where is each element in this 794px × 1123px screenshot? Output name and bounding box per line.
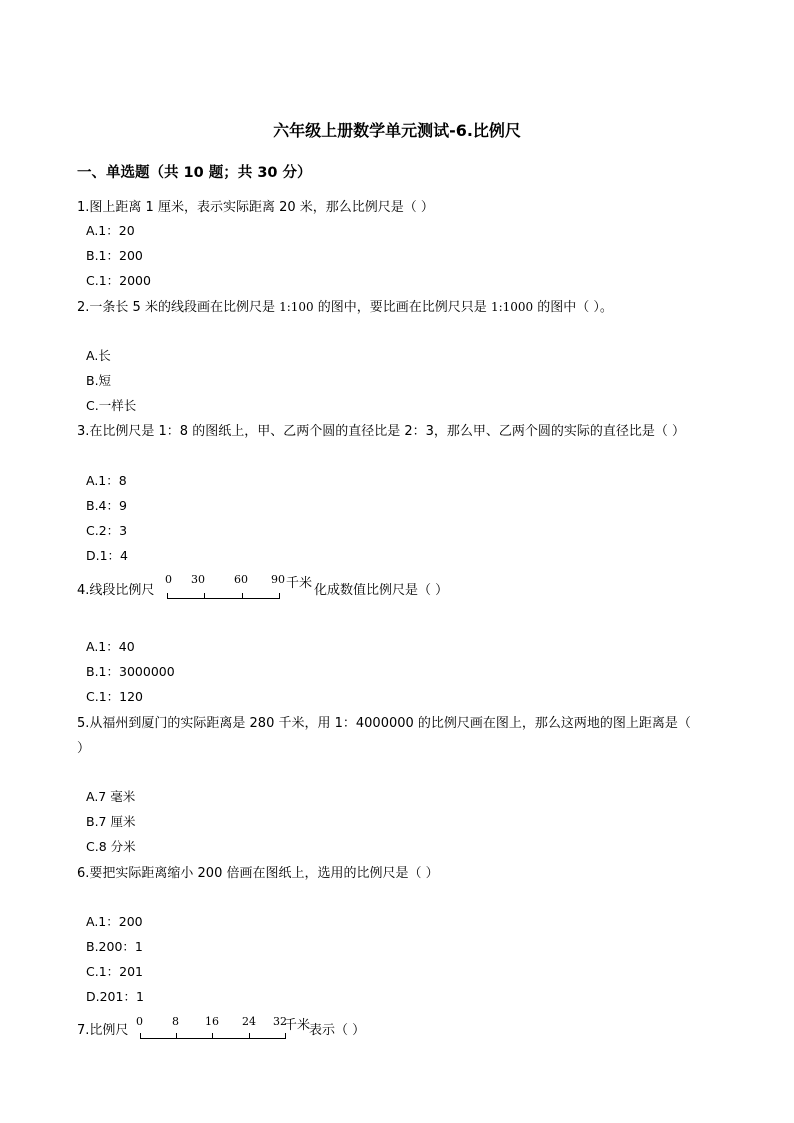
- q7-scale-label-8: 8: [172, 1015, 179, 1028]
- q6-option-c[interactable]: C.1：201: [86, 964, 144, 979]
- q2-option-b[interactable]: B.短: [86, 373, 112, 388]
- q5-option-c[interactable]: C.8 分米: [86, 839, 136, 854]
- q4-scale-tick: [204, 593, 205, 598]
- q4-option-b[interactable]: B.1：3000000: [86, 664, 175, 679]
- q1-option-c[interactable]: C.1：2000: [86, 273, 151, 288]
- question-1: 1.图上距离 1 厘米，表示实际距离 20 米，那么比例尺是（ ）: [77, 200, 434, 215]
- q7-scale-label-32: 32: [273, 1015, 287, 1028]
- question-7-prefix: 7.比例尺: [77, 1023, 129, 1038]
- q4-option-c[interactable]: C.1：120: [86, 689, 144, 704]
- q7-scale-tick: [176, 1033, 177, 1038]
- q2-text-post: 的图中（ ）。: [533, 300, 613, 315]
- q4-scale-tick: [279, 593, 280, 598]
- q4-scale-label-0: 0: [165, 573, 172, 586]
- q2-ratio-2: 1:1000: [490, 300, 534, 314]
- q2-text-pre: 2.一条长 5 米的线段画在比例尺是: [77, 300, 280, 315]
- question-2: [77, 296, 613, 315]
- question-5-line2: ）: [77, 741, 91, 756]
- q4-scale-label-90: 90: [271, 573, 285, 586]
- q4-scale-label-30: 30: [191, 573, 205, 586]
- question-5-line1: 5.从福州到厦门的实际距离是 280 千米，用 1：4000000 的比例尺画在图上，那么这两地的图上距离是（: [77, 716, 691, 731]
- q7-scale-tick: [249, 1033, 250, 1038]
- q7-scale-tick: [212, 1033, 213, 1038]
- q7-scale-bar: [140, 1038, 286, 1039]
- q3-option-d[interactable]: D.1：4: [86, 548, 129, 563]
- q4-scale-unit: 千米: [286, 576, 313, 591]
- section-heading: 一、单选题（共 10 题；共 30 分）: [77, 165, 312, 181]
- q4-scale-label-60: 60: [234, 573, 248, 586]
- q3-option-b[interactable]: B.4：9: [86, 498, 127, 513]
- q3-option-c[interactable]: C.2：3: [86, 523, 128, 538]
- q1-option-a[interactable]: A.1：20: [86, 223, 135, 238]
- q4-line-scale: [162, 573, 292, 603]
- q4-option-a[interactable]: A.1：40: [86, 639, 135, 654]
- q7-scale-label-16: 16: [205, 1015, 219, 1028]
- q7-scale-tick: [285, 1033, 286, 1038]
- q7-scale-tick: [140, 1033, 141, 1038]
- q7-scale-unit: 千米: [284, 1018, 311, 1033]
- q7-scale-label-0: 0: [136, 1015, 143, 1028]
- q5-option-b[interactable]: B.7 厘米: [86, 814, 136, 829]
- question-4-suffix: 化成数值比例尺是（ ）: [314, 583, 449, 598]
- q6-option-d[interactable]: D.201：1: [86, 989, 144, 1004]
- q6-option-a[interactable]: A.1：200: [86, 914, 143, 929]
- q2-option-c[interactable]: C.一样长: [86, 398, 137, 413]
- q5-option-a[interactable]: A.7 毫米: [86, 789, 136, 804]
- question-7-suffix: 表示（ ）: [309, 1023, 366, 1038]
- question-4-prefix: 4.线段比例尺: [77, 583, 155, 598]
- q2-ratio-1: 1:100: [279, 300, 314, 314]
- q3-option-a[interactable]: A.1：8: [86, 473, 127, 488]
- q1-option-b[interactable]: B.1：200: [86, 248, 143, 263]
- q4-scale-tick: [167, 593, 168, 598]
- q2-text-mid: 的图中，要比画在比例尺只是: [313, 300, 491, 315]
- q7-line-scale: [134, 1015, 294, 1045]
- page-title: 六年级上册数学单元测试-6.比例尺: [273, 121, 521, 140]
- q7-scale-label-24: 24: [242, 1015, 256, 1028]
- q4-scale-tick: [242, 593, 243, 598]
- question-6: 6.要把实际距离缩小 200 倍画在图纸上，选用的比例尺是（ ）: [77, 866, 439, 881]
- question-3: 3.在比例尺是 1：8 的图纸上，甲、乙两个圆的直径比是 2：3，那么甲、乙两个圆的实际的直径比是（ ）: [77, 424, 686, 439]
- q4-scale-bar: [167, 598, 280, 599]
- q2-option-a[interactable]: A.长: [86, 348, 111, 363]
- q6-option-b[interactable]: B.200：1: [86, 939, 143, 954]
